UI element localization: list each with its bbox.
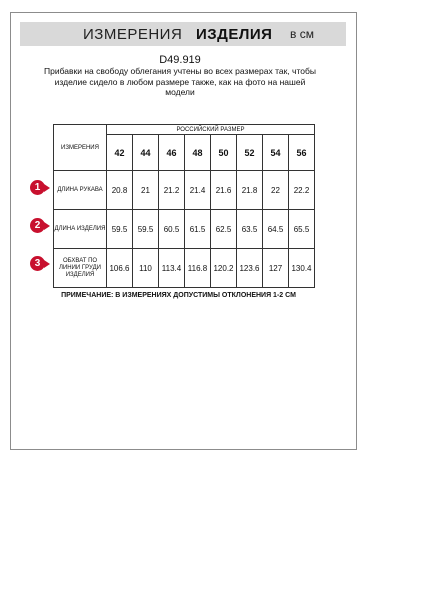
row-label-item-length: ДЛИНА ИЗДЕЛИЯ [54,210,107,249]
table-cell: 21 [133,171,159,210]
size-48: 48 [185,135,211,171]
row-label-chest-girth: ОБХВАТ ПО ЛИНИИ ГРУДИ ИЗДЕЛИЯ [54,249,107,288]
product-code: D49.919 [159,54,201,66]
size-44: 44 [133,135,159,171]
table-cell: 120.2 [211,249,237,288]
fit-note: Прибавки на свободу облегания учтены во всех размерах так, чтобы изделие сидело в любом размере также, как на фото на нашей модели [44,66,316,97]
table-cell: 21.6 [211,171,237,210]
row-number-badge-3: 3 [30,256,45,271]
row-number-badge-2: 2 [30,218,45,233]
header-band [20,22,346,46]
table-cell: 61.5 [185,210,211,249]
table-cell: 20.8 [107,171,133,210]
size-46: 46 [159,135,185,171]
table-cell: 59.5 [133,210,159,249]
header-measurements: ИЗМЕРЕНИЯ [83,25,183,43]
table-cell: 21.4 [185,171,211,210]
table-cell: 21.2 [159,171,185,210]
size-54: 54 [263,135,289,171]
header-item: ИЗДЕЛИЯ [196,25,273,43]
table-cell: 22 [263,171,289,210]
table-cell: 64.5 [263,210,289,249]
table-cell: 116.8 [185,249,211,288]
table-cell: 62.5 [211,210,237,249]
size-group-header: РОССИЙСКИЙ РАЗМЕР [107,125,315,135]
table-row [54,210,315,249]
table-cell: 21.8 [237,171,263,210]
size-50: 50 [211,135,237,171]
table-cell: 22.2 [289,171,315,210]
size-42: 42 [107,135,133,171]
param-header: ИЗМЕРЕНИЯ [54,125,107,171]
row-label-sleeve-length: ДЛИНА РУКАВА [54,171,107,210]
table-cell: 59.5 [107,210,133,249]
table-cell: 63.5 [237,210,263,249]
tolerance-footnote: ПРИМЕЧАНИЕ: В ИЗМЕРЕНИЯХ ДОПУСТИМЫ ОТКЛОНЕНИЯ 1-2 СМ [61,292,296,299]
size-table [53,124,315,288]
table-cell: 106.6 [107,249,133,288]
header-unit: в см [290,27,314,41]
table-cell: 110 [133,249,159,288]
table-cell: 60.5 [159,210,185,249]
table-cell: 123.6 [237,249,263,288]
table-cell: 127 [263,249,289,288]
table-cell: 113.4 [159,249,185,288]
table-row [54,249,315,288]
size-52: 52 [237,135,263,171]
table-cell: 130.4 [289,249,315,288]
table-row [54,171,315,210]
table-cell: 65.5 [289,210,315,249]
row-number-badge-1: 1 [30,180,45,195]
size-56: 56 [289,135,315,171]
